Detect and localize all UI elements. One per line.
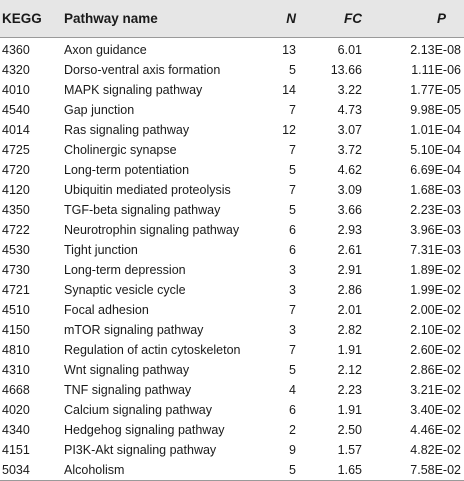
cell-fc: 1.57 bbox=[337, 443, 362, 457]
cell-pathway-name: Hedgehog signaling pathway bbox=[64, 423, 225, 437]
cell-p: 2.60E-02 bbox=[410, 343, 461, 357]
table-row bbox=[0, 360, 464, 380]
cell-pathway-name: Long-term potentiation bbox=[64, 163, 190, 177]
table-row bbox=[0, 180, 464, 200]
cell-kegg: 5034 bbox=[0, 460, 64, 481]
cell-fc: 6.01 bbox=[337, 43, 362, 57]
cell-pathway-name: Tight junction bbox=[64, 243, 138, 257]
cell-fc: 2.23 bbox=[337, 383, 362, 397]
cell-n: 3 bbox=[289, 283, 296, 297]
cell-fc: 1.91 bbox=[337, 343, 362, 357]
cell-fc: 2.12 bbox=[337, 363, 362, 377]
cell-n: 7 bbox=[289, 183, 296, 197]
cell-pathway-name: Focal adhesion bbox=[64, 303, 149, 317]
table-row bbox=[0, 400, 464, 420]
cell-pathway-name: Axon guidance bbox=[64, 43, 147, 57]
cell-fc: 13.66 bbox=[330, 63, 362, 77]
cell-n: 3 bbox=[289, 263, 296, 277]
cell-p: 7.58E-02 bbox=[366, 460, 464, 481]
table-row bbox=[0, 300, 464, 320]
cell-p: 3.21E-02 bbox=[410, 383, 461, 397]
header-n: N bbox=[234, 0, 302, 38]
header-pathway-name: Pathway name bbox=[64, 0, 234, 38]
cell-fc: 1.65 bbox=[302, 460, 366, 481]
cell-fc: 3.72 bbox=[337, 143, 362, 157]
cell-p: 2.86E-02 bbox=[410, 363, 461, 377]
table-row bbox=[0, 240, 464, 260]
cell-pathway-name: Neurotrophin signaling pathway bbox=[64, 223, 240, 237]
table-row bbox=[0, 440, 464, 460]
cell-n: 7 bbox=[289, 303, 296, 317]
cell-kegg: 4810 bbox=[2, 343, 30, 357]
cell-fc: 3.22 bbox=[337, 83, 362, 97]
cell-fc: 3.07 bbox=[337, 123, 362, 137]
cell-pathway-name: TGF-beta signaling pathway bbox=[64, 203, 221, 217]
cell-pathway-name: PI3K-Akt signaling pathway bbox=[64, 443, 217, 457]
table-row bbox=[0, 200, 464, 220]
cell-p: 3.40E-02 bbox=[410, 403, 461, 417]
cell-kegg: 4310 bbox=[2, 363, 30, 377]
cell-kegg: 4020 bbox=[2, 403, 30, 417]
table-row bbox=[0, 38, 464, 61]
cell-n: 6 bbox=[289, 403, 296, 417]
table-body bbox=[0, 38, 464, 481]
cell-p: 3.96E-03 bbox=[410, 223, 461, 237]
table-row bbox=[0, 220, 464, 240]
cell-pathway-name: Wnt signaling pathway bbox=[64, 363, 190, 377]
cell-fc: 1.91 bbox=[337, 403, 362, 417]
table-row bbox=[0, 340, 464, 360]
cell-pathway-name: MAPK signaling pathway bbox=[64, 83, 203, 97]
table-row bbox=[0, 80, 464, 100]
cell-p: 1.11E-06 bbox=[411, 63, 461, 77]
cell-n: 7 bbox=[289, 343, 296, 357]
table-row bbox=[0, 320, 464, 340]
cell-n: 9 bbox=[289, 443, 296, 457]
cell-n: 5 bbox=[289, 63, 296, 77]
cell-fc: 3.66 bbox=[337, 203, 362, 217]
cell-kegg: 4320 bbox=[2, 63, 30, 77]
cell-fc: 4.62 bbox=[337, 163, 362, 177]
table-row bbox=[0, 380, 464, 400]
cell-fc: 2.91 bbox=[337, 263, 362, 277]
cell-kegg: 4721 bbox=[2, 283, 30, 297]
cell-n: 5 bbox=[289, 363, 296, 377]
cell-pathway-name: Gap junction bbox=[64, 103, 135, 117]
table-row bbox=[0, 280, 464, 300]
cell-n: 6 bbox=[289, 223, 296, 237]
cell-pathway-name: Alcoholism bbox=[64, 460, 234, 481]
cell-kegg: 4120 bbox=[2, 183, 30, 197]
cell-p: 2.10E-02 bbox=[410, 323, 461, 337]
cell-kegg: 4725 bbox=[2, 143, 30, 157]
cell-fc: 2.82 bbox=[337, 323, 362, 337]
cell-n: 5 bbox=[289, 203, 296, 217]
table-row bbox=[0, 420, 464, 440]
cell-p: 1.77E-05 bbox=[410, 83, 461, 97]
cell-kegg: 4530 bbox=[2, 243, 30, 257]
cell-pathway-name: Ras signaling pathway bbox=[64, 123, 190, 137]
header-fc: FC bbox=[302, 0, 366, 38]
table-row bbox=[0, 140, 464, 160]
table-row bbox=[0, 160, 464, 180]
cell-fc: 2.93 bbox=[337, 223, 362, 237]
cell-kegg: 4540 bbox=[2, 103, 30, 117]
cell-p: 5.10E-04 bbox=[410, 143, 461, 157]
cell-kegg: 4150 bbox=[2, 323, 30, 337]
cell-kegg: 4350 bbox=[2, 203, 30, 217]
cell-kegg: 4668 bbox=[2, 383, 30, 397]
cell-fc: 3.09 bbox=[337, 183, 362, 197]
cell-p: 9.98E-05 bbox=[410, 103, 461, 117]
cell-n: 3 bbox=[289, 323, 296, 337]
cell-fc: 4.73 bbox=[337, 103, 362, 117]
cell-pathway-name: mTOR signaling pathway bbox=[64, 323, 204, 337]
cell-n: 6 bbox=[289, 243, 296, 257]
cell-pathway-name: Long-term depression bbox=[64, 263, 186, 277]
cell-kegg: 4151 bbox=[2, 443, 30, 457]
table-row bbox=[0, 60, 464, 80]
cell-kegg: 4510 bbox=[2, 303, 30, 317]
cell-pathway-name: Synaptic vesicle cycle bbox=[64, 283, 186, 297]
cell-kegg: 4340 bbox=[2, 423, 30, 437]
cell-kegg: 4720 bbox=[2, 163, 30, 177]
cell-p: 2.13E-08 bbox=[410, 43, 461, 57]
header-kegg: KEGG bbox=[0, 0, 64, 38]
cell-p: 2.23E-03 bbox=[410, 203, 461, 217]
table-header bbox=[0, 0, 464, 38]
cell-p: 1.68E-03 bbox=[410, 183, 461, 197]
cell-fc: 2.01 bbox=[337, 303, 362, 317]
cell-p: 1.01E-04 bbox=[410, 123, 461, 137]
cell-kegg: 4730 bbox=[2, 263, 30, 277]
cell-kegg: 4360 bbox=[2, 43, 30, 57]
cell-n: 12 bbox=[282, 123, 296, 137]
cell-pathway-name: Ubiquitin mediated proteolysis bbox=[64, 183, 231, 197]
cell-kegg: 4722 bbox=[2, 223, 30, 237]
cell-fc: 2.61 bbox=[337, 243, 362, 257]
cell-pathway-name: TNF signaling pathway bbox=[64, 383, 192, 397]
table-row bbox=[0, 100, 464, 120]
table-row bbox=[0, 260, 464, 280]
cell-p: 7.31E-03 bbox=[410, 243, 461, 257]
cell-kegg: 4010 bbox=[2, 83, 30, 97]
cell-n: 13 bbox=[282, 43, 296, 57]
cell-p: 4.46E-02 bbox=[410, 423, 461, 437]
cell-kegg: 4014 bbox=[2, 123, 30, 137]
cell-p: 6.69E-04 bbox=[410, 163, 461, 177]
cell-n: 5 bbox=[289, 163, 296, 177]
cell-fc: 2.86 bbox=[337, 283, 362, 297]
cell-n: 7 bbox=[289, 143, 296, 157]
header-row bbox=[0, 0, 464, 38]
cell-pathway-name: Calcium signaling pathway bbox=[64, 403, 212, 417]
cell-p: 1.99E-02 bbox=[410, 283, 461, 297]
cell-n: 5 bbox=[234, 460, 302, 481]
table-row bbox=[0, 120, 464, 140]
cell-n: 2 bbox=[289, 423, 296, 437]
cell-p: 2.00E-02 bbox=[410, 303, 461, 317]
cell-n: 14 bbox=[282, 83, 296, 97]
cell-p: 4.82E-02 bbox=[410, 443, 461, 457]
cell-p: 1.89E-02 bbox=[410, 263, 461, 277]
table-row bbox=[0, 460, 464, 481]
cell-n: 4 bbox=[289, 383, 296, 397]
cell-fc: 2.50 bbox=[337, 423, 362, 437]
cell-n: 7 bbox=[289, 103, 296, 117]
header-p: P bbox=[366, 0, 464, 38]
cell-pathway-name: Dorso-ventral axis formation bbox=[64, 63, 221, 77]
cell-pathway-name: Regulation of actin cytoskeleton bbox=[64, 343, 241, 357]
cell-pathway-name: Cholinergic synapse bbox=[64, 143, 177, 157]
